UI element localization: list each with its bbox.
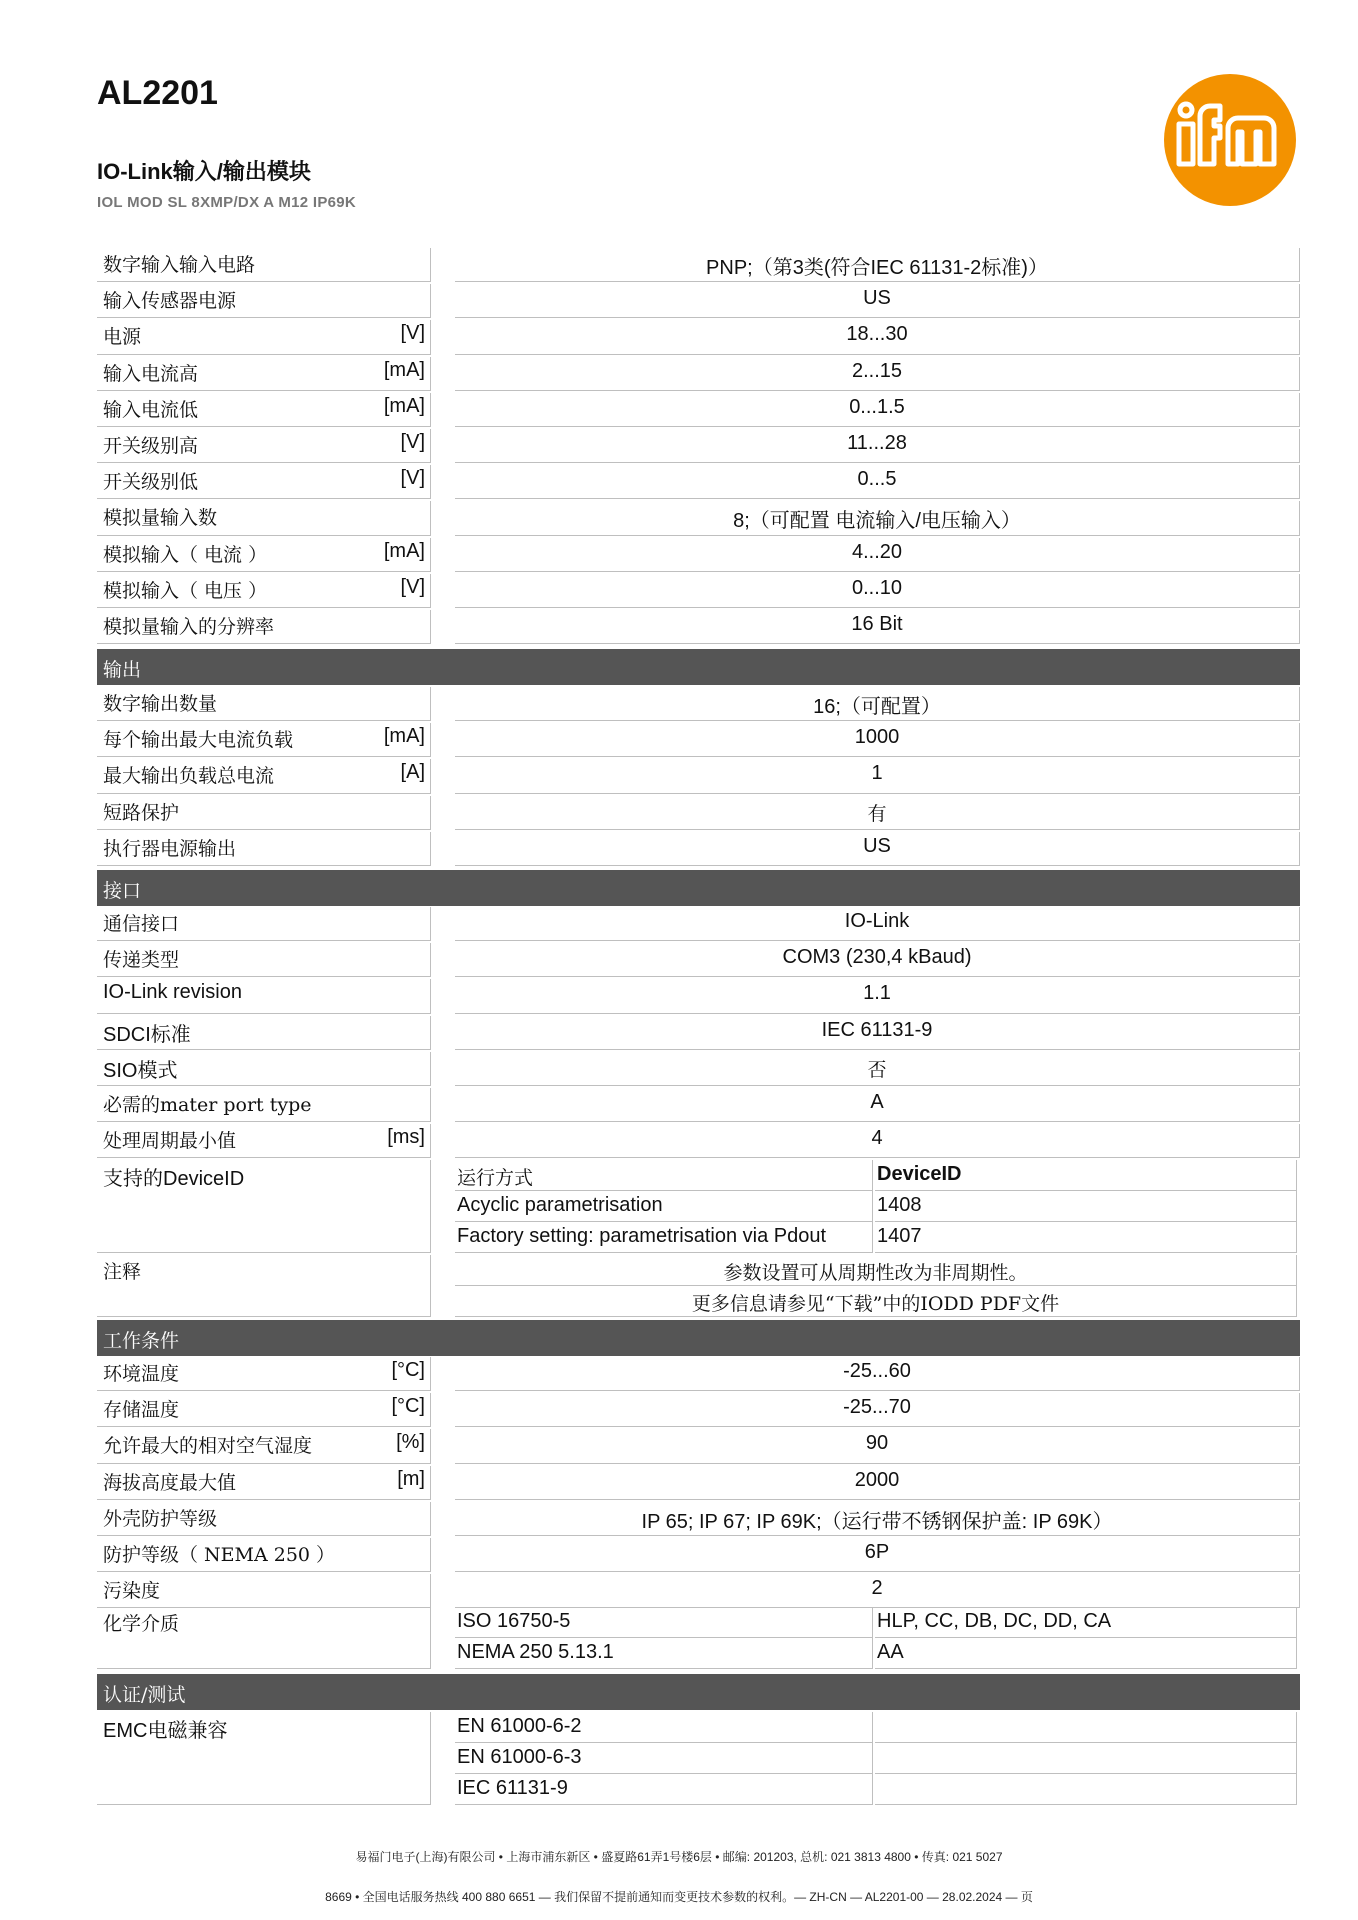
spec-label: 输入传感器电源 <box>103 290 237 313</box>
spec-row <box>97 1393 1300 1427</box>
spec-value: 2000 <box>854 1468 900 1491</box>
spec-unit: [V] <box>400 575 425 598</box>
spec-label: 防护等级（ NEMA 250 ） <box>103 1544 336 1566</box>
spec-label: 数字输入输入电路 <box>103 254 256 276</box>
chemical-row-2: NEMA 250 5.13.1 AA <box>455 1638 1297 1669</box>
spec-value: IP 65; IP 67; IP 69K;（运行带不锈钢保护盖: IP 69K） <box>641 1510 1113 1533</box>
spec-label: 存储温度 <box>103 1399 180 1422</box>
spec-label: 传递类型 <box>103 949 180 972</box>
emc-label: EMC电磁兼容 <box>103 1720 228 1742</box>
spec-row <box>97 943 1300 977</box>
spec-row <box>97 357 1300 391</box>
spec-label: IO-Link revision <box>103 981 242 1004</box>
spec-row <box>97 687 1300 721</box>
spec-value: COM3 (230,4 kBaud) <box>782 946 972 969</box>
spec-value: 6P <box>864 1541 890 1563</box>
spec-row <box>97 979 1300 1013</box>
deviceid-row-1: Acyclic parametrisation 1408 <box>455 1191 1297 1222</box>
spec-value: A <box>870 1091 884 1113</box>
product-title: AL2201 <box>97 74 218 112</box>
spec-value: 8;（可配置 电流输入/电压输入） <box>733 510 1021 533</box>
spec-value: PNP;（第3类(符合IEC 61131-2标准)） <box>706 257 1048 279</box>
spec-value: 16 Bit <box>851 613 903 635</box>
spec-label: 模拟输入（ 电流 ） <box>103 543 268 566</box>
spec-value: IO-Link <box>844 910 910 932</box>
spec-row <box>97 1357 1300 1391</box>
spec-unit: [V] <box>400 467 425 490</box>
spec-value: 2...15 <box>851 359 903 382</box>
spec-label: 模拟量输入数 <box>103 507 218 530</box>
spec-unit: [m] <box>397 1467 425 1490</box>
spec-row <box>97 1016 1300 1050</box>
footer-address: 易福门电子(上海)有限公司 • 上海市浦东新区 • 盛夏路61弄1号楼6层 • 邮编: 201203, 总机: 021 3813 4800 • 传真: 021 5027 <box>355 1850 1003 1864</box>
spec-value: 1 <box>871 762 883 785</box>
footer-legal: 8669 • 全国电话服务热线 400 880 6651 — 我们保留不提前通知而变更技术参数的权利。— ZH-CN — AL2201-00 — 28.02.2024 — 页 <box>325 1890 1033 1904</box>
spec-value: 4...20 <box>851 540 903 563</box>
ifm-logo <box>1162 72 1298 208</box>
spec-row <box>97 429 1300 463</box>
spec-row <box>97 1088 1300 1122</box>
spec-value: US <box>863 287 891 310</box>
spec-label: 模拟量输入的分辨率 <box>103 616 275 638</box>
spec-row <box>97 832 1300 866</box>
spec-unit: [mA] <box>383 394 425 417</box>
spec-row <box>97 907 1300 941</box>
spec-row <box>97 610 1300 644</box>
spec-label: 海拔高度最大值 <box>103 1471 237 1494</box>
spec-label: 允许最大的相对空气湿度 <box>103 1435 313 1458</box>
spec-label: 开关级别高 <box>103 435 199 457</box>
spec-label: 输入电流高 <box>103 362 199 385</box>
spec-value: 0...1.5 <box>849 395 905 418</box>
spec-value: -25...60 <box>843 1360 911 1382</box>
spec-row <box>97 1538 1300 1572</box>
spec-label: 电源 <box>103 326 142 349</box>
spec-value: -25...70 <box>843 1396 911 1419</box>
spec-label: 输入电流低 <box>103 398 199 421</box>
spec-label: 执行器电源输出 <box>103 837 237 860</box>
spec-label: 污染度 <box>103 1580 161 1603</box>
spec-label: 开关级别低 <box>103 471 199 494</box>
order-code: IOL MOD SL 8XMP/DX A M12 IP69K <box>97 194 357 211</box>
spec-label: 短路保护 <box>103 801 180 824</box>
spec-label: 通信接口 <box>103 913 180 935</box>
deviceid-row-2: Factory setting: parametrisation via Pdout 1407 <box>455 1222 1297 1253</box>
spec-unit: [°C] <box>391 1395 425 1418</box>
spec-row <box>97 501 1300 535</box>
section-header-certification: 认证/测试 <box>97 1674 1300 1710</box>
notes-label: 注释 <box>103 1261 142 1283</box>
spec-row <box>97 1124 1300 1158</box>
spec-unit: [V] <box>400 322 425 345</box>
note-line-2: 更多信息请参见“下载”中的IODD PDF文件 <box>455 1286 1297 1317</box>
spec-value: 1000 <box>854 726 900 749</box>
spec-row <box>97 723 1300 757</box>
spec-value: 4 <box>871 1127 883 1150</box>
spec-value: 1.1 <box>863 982 891 1005</box>
spec-row <box>97 574 1300 608</box>
emc-row-3: IEC 61131-9 <box>455 1774 1297 1805</box>
spec-value: 0...10 <box>851 576 903 599</box>
spec-value: 90 <box>865 1432 889 1455</box>
spec-row <box>97 796 1300 830</box>
spec-row <box>97 1574 1300 1608</box>
spec-value: 11...28 <box>847 432 907 454</box>
spec-value: 16;（可配置） <box>813 696 941 718</box>
spec-row <box>97 284 1300 318</box>
spec-row <box>97 1429 1300 1463</box>
chemical-label: 化学介质 <box>103 1613 180 1635</box>
spec-unit: [°C] <box>391 1359 425 1381</box>
spec-row <box>97 320 1300 354</box>
chemical-row-1: ISO 16750-5 HLP, CC, DB, DC, DD, CA <box>455 1607 1297 1638</box>
spec-value: 2 <box>871 1577 883 1600</box>
spec-row <box>97 1466 1300 1500</box>
spec-label: 每个输出最大电流负载 <box>103 729 294 752</box>
deviceid-header-row: 运行方式 DeviceID <box>455 1160 1297 1191</box>
spec-row <box>97 393 1300 427</box>
spec-row <box>97 759 1300 793</box>
spec-value: 18...30 <box>846 323 908 346</box>
note-line-1: 参数设置可从周期性改为非周期性。 <box>455 1255 1297 1286</box>
product-subtitle: IO-Link输入/输出模块 <box>97 159 311 184</box>
spec-unit: [V] <box>400 431 425 453</box>
spec-label: 处理周期最小值 <box>103 1130 237 1153</box>
spec-label: 外壳防护等级 <box>103 1507 218 1530</box>
emc-row-1: EN 61000-6-2 <box>455 1712 1297 1743</box>
section-header-interface: 接口 <box>97 870 1300 906</box>
spec-label: 环境温度 <box>103 1363 180 1385</box>
spec-row <box>97 538 1300 572</box>
emc-row-2: EN 61000-6-3 <box>455 1743 1297 1774</box>
spec-unit: [ms] <box>387 1126 425 1149</box>
spec-label: 数字输出数量 <box>103 693 218 715</box>
spec-row <box>97 248 1300 282</box>
spec-value: 0...5 <box>857 468 897 491</box>
spec-unit: [mA] <box>383 358 425 381</box>
spec-row <box>97 1052 1300 1086</box>
spec-value: 有 <box>867 802 887 825</box>
spec-value: US <box>863 834 891 857</box>
spec-label: 必需的mater port type <box>103 1094 312 1116</box>
deviceid-label: 支持的DeviceID <box>103 1168 245 1190</box>
spec-label: 模拟输入（ 电压 ） <box>103 579 268 602</box>
spec-unit: [mA] <box>383 539 425 562</box>
spec-row <box>97 1502 1300 1536</box>
spec-unit: [%] <box>396 1431 425 1454</box>
spec-row <box>97 465 1300 499</box>
section-header-outputs: 输出 <box>97 649 1300 685</box>
spec-label: SIO模式 <box>103 1059 178 1082</box>
spec-label: 最大输出负载总电流 <box>103 765 275 788</box>
spec-unit: [mA] <box>383 725 425 748</box>
section-header-conditions: 工作条件 <box>97 1320 1300 1356</box>
spec-value: IEC 61131-9 <box>821 1018 933 1041</box>
spec-label: SDCI标准 <box>103 1023 191 1046</box>
spec-value: 否 <box>867 1058 887 1081</box>
spec-unit: [A] <box>400 761 425 784</box>
